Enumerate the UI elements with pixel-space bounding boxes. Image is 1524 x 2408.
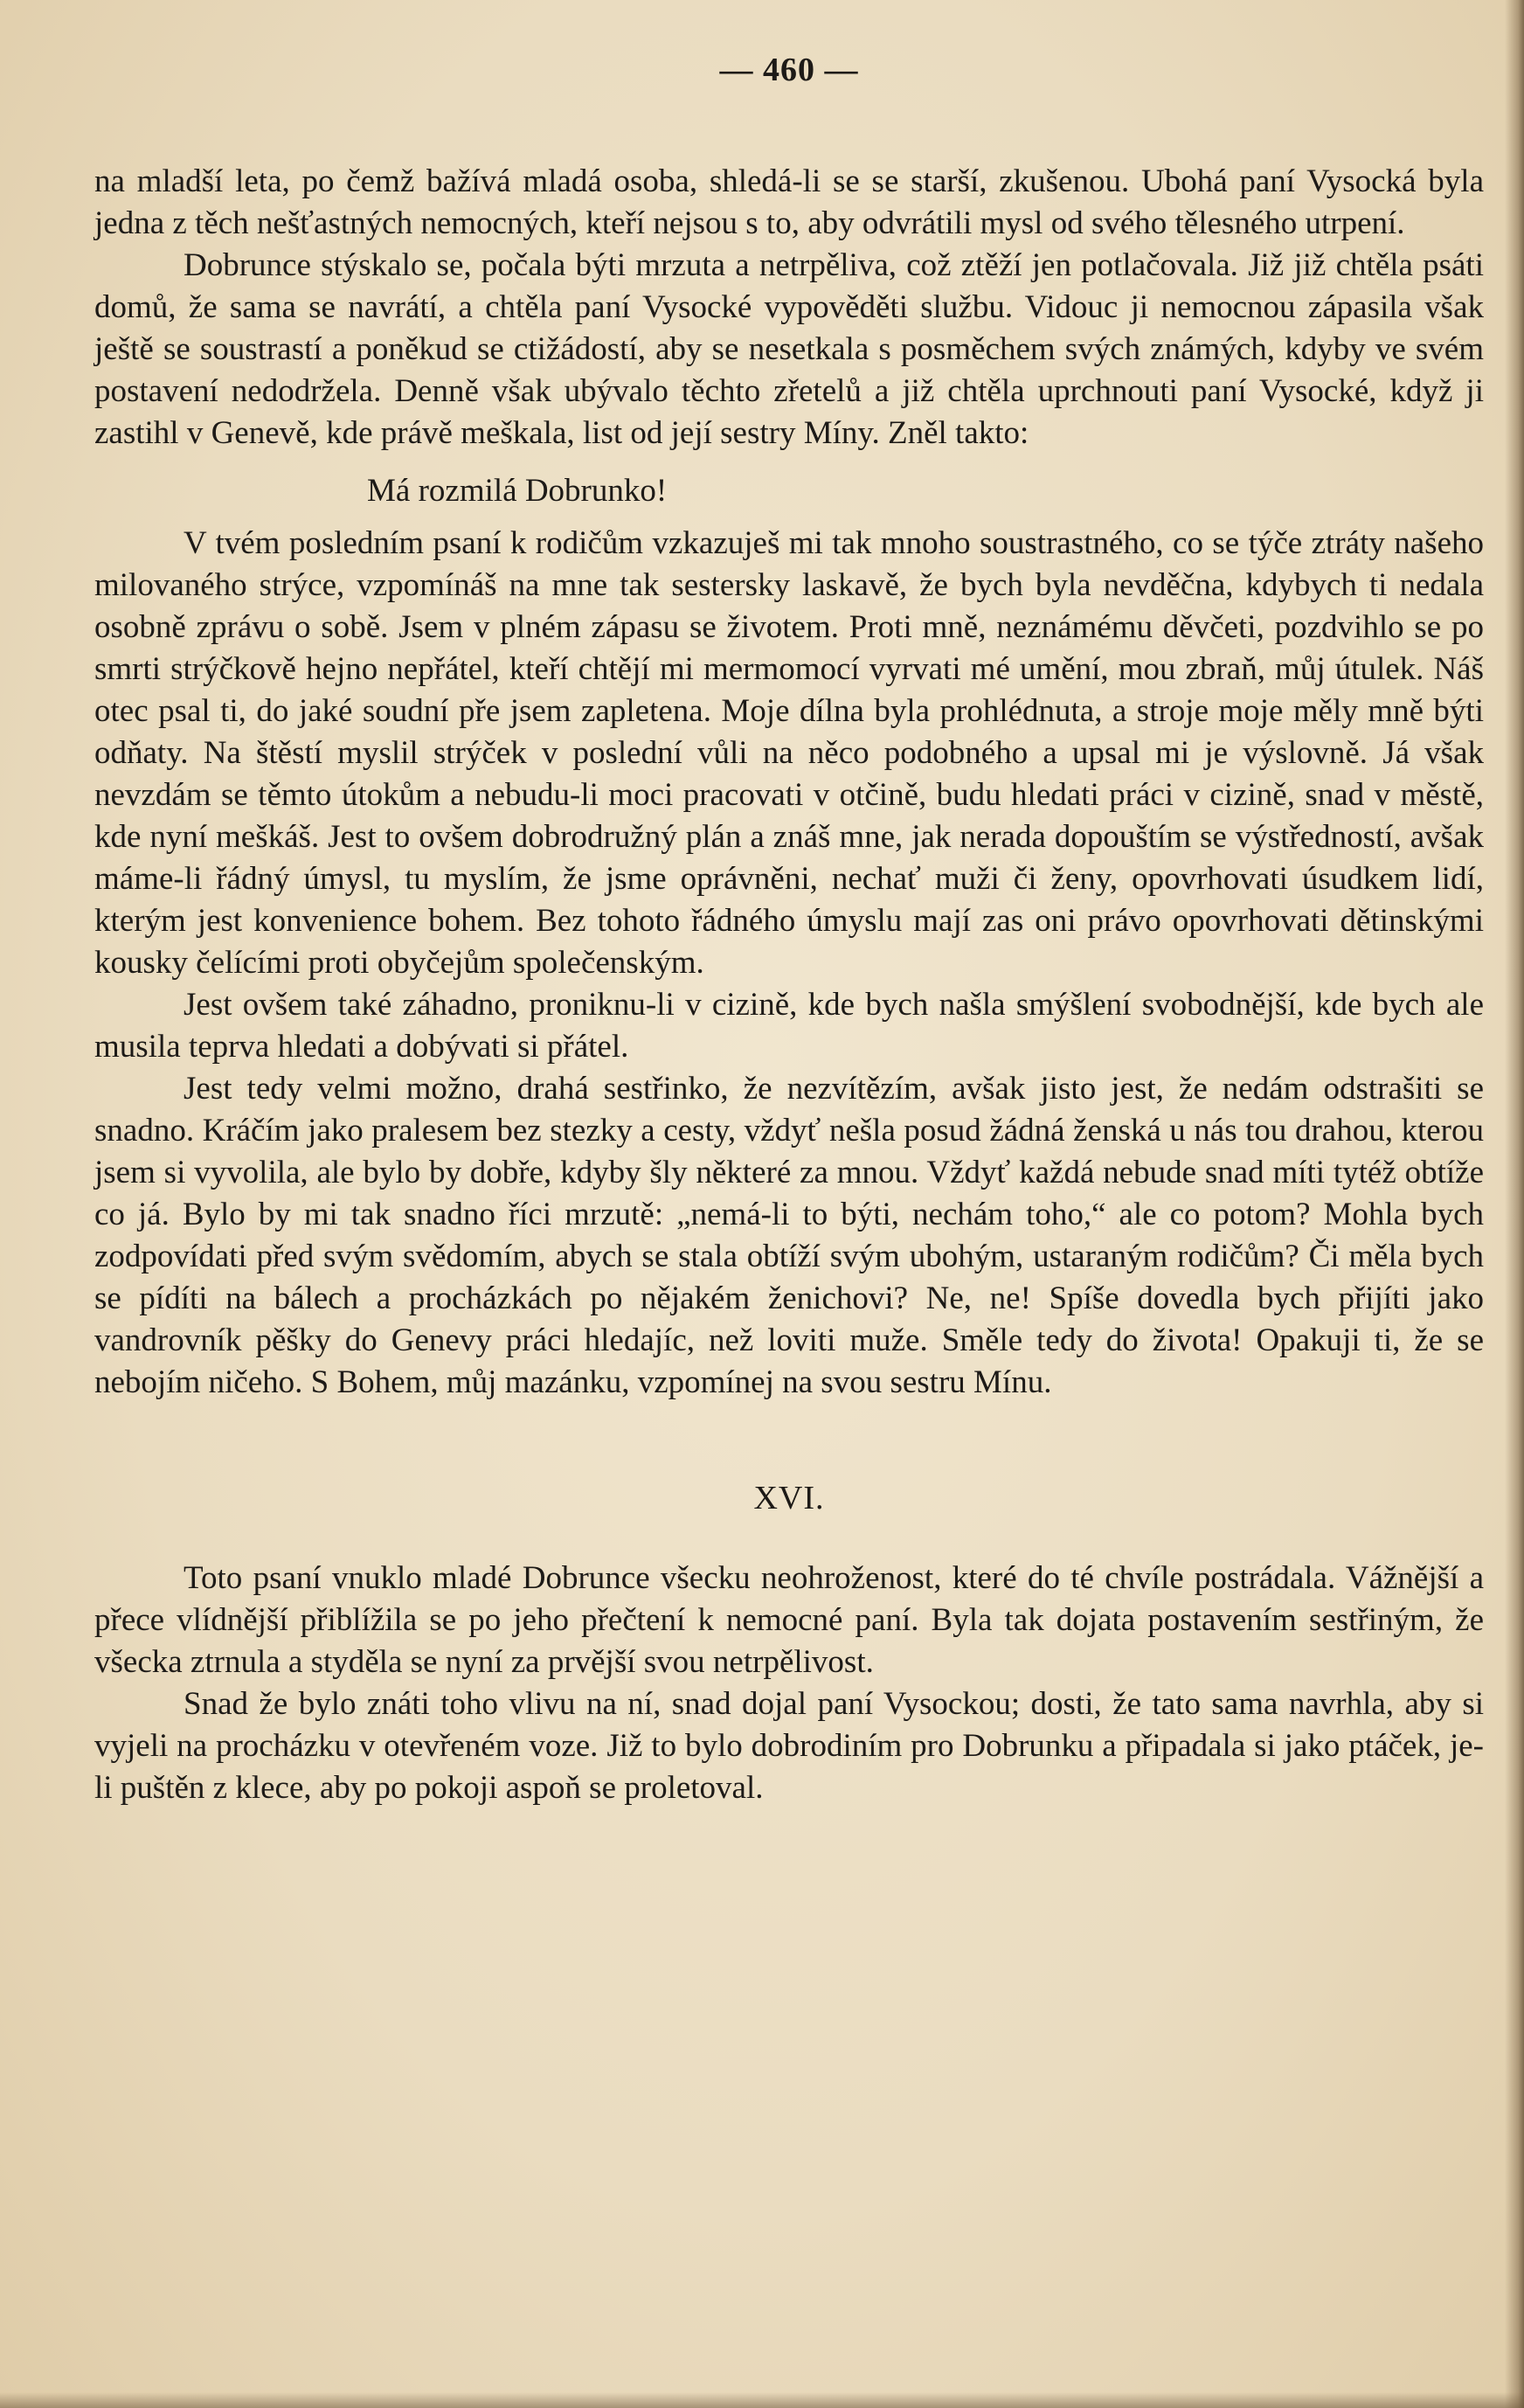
page-bottom-shadow	[0, 2392, 1524, 2408]
letter-salutation: Má rozmilá Dobrunko!	[367, 473, 668, 509]
letter-paragraph: Jest ovšem také záhadno, proniknu-li v cizině, kde bych našla smýšlení svobodnější, kde bych ale musila teprva hledati a dobývati si přátel.	[94, 987, 1484, 1065]
chapter-paragraph: Snad že bylo znáti toho vlivu na ní, snad dojal paní Vysockou; dosti, že tato sama navrhla, aby si vyjeli na procházku v otevřeném voze. Již to bylo dobrodiním pro Dobrunku a připadala si jako ptáček, je-li puštěn z klece, aby po pokoji aspoň se proletoval.	[94, 1686, 1484, 1806]
chapter-paragraph: Toto psaní vnuklo mladé Dobrunce všecku neohroženost, které do té chvíle postrádala. Vážnější a přece vlídnější přiblížila se po jeho přečtení k nemocné paní. Byla tak dojata postavením sestřiným, že všecka ztrnula a styděla se nyní za prvější svou netrpělivost.	[94, 1560, 1484, 1680]
page-edge-shadow	[1505, 0, 1524, 2408]
page-number: — 460 —	[719, 52, 859, 88]
page-text-block	[94, 35, 1484, 1809]
paragraph-continuation: na mladší leta, po čemž bažívá mladá osoba, shledá-li se se starší, zkušenou. Ubohá paní Vysocká byla jedna z těch nešťastných nemocných, kteří nejsou s to, aby odvrátili mysl od svého tělesného utrpení.	[94, 163, 1484, 241]
letter-paragraph: Jest tedy velmi možno, drahá sestřinko, že nezvítězím, avšak jisto jest, že nedám odstrašiti se snadno. Kráčím jako pralesem bez stezky a cesty, vždyť nešla posud žádná ženská u nás tou drahou, kterou jsem si vyvolila, ale bylo by dobře, kdyby šly některé za mnou. Vždyť každá nebude snad míti tytéž obtíže co já. Bylo by mi tak snadno říci mrzutě: „nemá-li to býti, nechám toho,“ ale co potom? Mohla bych zodpovídati před svým svědomím, abych se stala obtíží svým ubohým, ustaraným rodičům? Či měla bych se pídíti na bálech a procházkách po nějakém ženichovi? Ne, ne! Spíše dovedla bych přijíti jako vandrovník pěšky do Genevy práci hledajíc, než loviti muže. Směle tedy do života! Opakuji ti, že se nebojím ničeho. S Bohem, můj mazánku, vzpomínej na svou sestru Mínu.	[94, 1071, 1484, 1400]
chapter-heading: XVI.	[753, 1480, 825, 1516]
paragraph: Dobrunce stýskalo se, počala býti mrzuta a netrpěliva, což ztěží jen potlačovala. Již již chtěla psáti domů, že sama se navrátí, a chtěla paní Vysocké vypověděti službu. Vidouc ji nemocnou zápasila však ještě se soustrastí a poněkud se ctižádostí, aby se nesetkala s posměchem svých známých, kdyby ve svém postavení nedodržela. Denně však ubývalo těchto zřetelů a již chtěla uprchnouti paní Vysocké, když ji zastihl v Genevě, kde právě meškala, list od její sestry Míny. Zněl takto:	[94, 247, 1484, 451]
letter-paragraph: V tvém posledním psaní k rodičům vzkazuješ mi tak mnoho soustrastného, co se týče ztráty našeho milovaného strýce, vzpomínáš na mne tak sestersky laskavě, že bych byla nevděčna, kdybych ti nedala osobně zprávu o sobě. Jsem v plném zápasu se životem. Proti mně, neznámému děvčeti, pozdvihlo se po smrti strýčkově hejno nepřátel, kteří chtějí mi mermomocí vyrvati mé umění, mou zbraň, můj útulek. Náš otec psal ti, do jaké soudní pře jsem zapletena. Moje dílna byla prohlédnuta, a stroje moje měly mně býti odňaty. Na štěstí myslil strýček v poslední vůli na něco podobného a upsal mi je výslovně. Já však nevzdám se těmto útokům a nebudu-li moci pracovati v otčině, budu hledati práci v cizině, snad v městě, kde nyní meškáš. Jest to ovšem dobrodružný plán a znáš mne, jak nerada dopouštím se výstředností, avšak máme-li řádný úmysl, tu myslím, že jsme oprávněni, nechať muži či ženy, opovrhovati úsudkem lidí, kterým jest konvenience bohem. Bez tohoto řádného úmyslu mají zas oni právo opovrhovati dětinskými kousky čelícími proti obyčejům společenským.	[94, 525, 1484, 981]
